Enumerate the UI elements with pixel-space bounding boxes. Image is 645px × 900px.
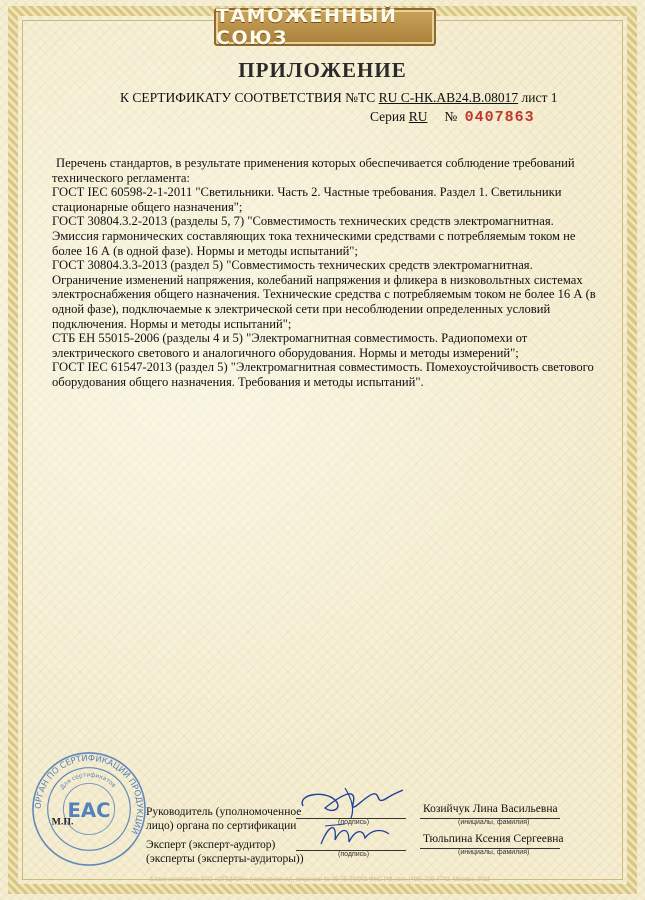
certificate-prefix: К СЕРТИФИКАТУ СООТВЕТСТВИЯ xyxy=(120,90,342,105)
series-value: RU xyxy=(408,109,428,124)
standards-list xyxy=(52,156,600,390)
sheet-label: лист 1 xyxy=(521,90,558,105)
seal-inner-text: Для сертификатов xyxy=(59,772,117,792)
certificate-reference xyxy=(120,90,557,106)
mp-label: М.П. xyxy=(51,816,74,828)
standard-item: ГОСТ IEC 60598-2-1-2011 "Светильники. Часть 2. Частные требования. Раздел 1. Светильники стационарные общего назначения"; xyxy=(52,185,562,214)
head-name: Козийчук Лина Васильевна xyxy=(423,803,558,815)
expert-signature-caption: (подпись) xyxy=(338,851,370,858)
blank-number: 0407863 xyxy=(464,109,535,126)
expert-name: Тюльпина Ксения Сергеевна xyxy=(423,833,564,845)
certificate-number: RU С-НК.АВ24.В.08017 xyxy=(378,90,519,105)
expert-name-caption: (инициалы, фамилия) xyxy=(458,849,530,856)
head-role xyxy=(146,805,301,833)
series-label: Серия xyxy=(370,109,406,124)
standard-item: ГОСТ 30804.3.3-2013 (раздел 5) "Совместимость технических средств электромагнитная. Ограничение изменений напряжения, колебаний напряжения и фликера в низковольтных системах электроснабжения общего назначения. Технические средства с потребляемым током не более 16 А (в одной фазе), подключаемые к электрической сети при несоблюдении определенных условий подключения. Нормы и методы испытаний"; xyxy=(52,258,596,331)
head-signature xyxy=(295,784,405,820)
eac-mark: ЕАС xyxy=(67,798,111,822)
tc-label: №ТС xyxy=(345,90,376,105)
blank-footer: Бланк изготовлен ЗАО «ОПЦИОН» (www.opcion.ru), лицензия № 05-05-09/003 ФНС РФ, тел. (495) 726-4742, Москва, 2013 xyxy=(150,877,491,883)
banner-text: ТАМОЖЕННЫЙ СОЮЗ xyxy=(216,5,398,49)
customs-union-banner xyxy=(214,5,436,49)
expert-role xyxy=(146,838,304,866)
head-role-line1: Руководитель (уполномоченное xyxy=(146,806,302,818)
standard-item: СТБ ЕН 55015-2006 (разделы 4 и 5) "Электромагнитная совместимость. Радиопомехи от электрического светового и аналогичного оборудования. Нормы и методы измерений"; xyxy=(52,331,528,360)
expert-signature xyxy=(315,820,395,850)
expert-role-line1: Эксперт (эксперт-аудитор) xyxy=(146,839,276,851)
series-reference xyxy=(370,109,535,126)
intro-text: Перечень стандартов, в результате применения которых обеспечивается соблюдение требований технического регламента: xyxy=(52,156,575,185)
head-name-caption: (инициалы, фамилия) xyxy=(458,819,530,826)
head-role-line2: лицо) органа по сертификации xyxy=(146,820,297,832)
seal-outer-text: ОРГАН ПО СЕРТИФИКАЦИИ ПРОДУКЦИИ xyxy=(32,752,146,836)
standard-item: ГОСТ 30804.3.2-2013 (разделы 5, 7) "Совместимость технических средств электромагнитная. Эмиссия гармонических составляющих тока техническими средствами с потребляемым током не более 16 А (в одной фазе). Нормы и методы испытаний"; xyxy=(52,214,576,258)
page-title: ПРИЛОЖЕНИЕ xyxy=(238,58,407,82)
expert-role-line2: (эксперты (эксперты-аудиторы)) xyxy=(146,853,304,865)
number-label: № xyxy=(444,109,458,124)
certification-seal xyxy=(30,750,148,868)
standard-item: ГОСТ IEC 61547-2013 (раздел 5) "Электромагнитная совместимость. Помехоустойчивость светового оборудования общего назначения. Требования и методы испытаний". xyxy=(52,360,594,389)
head-signature-caption: (подпись) xyxy=(338,819,370,826)
